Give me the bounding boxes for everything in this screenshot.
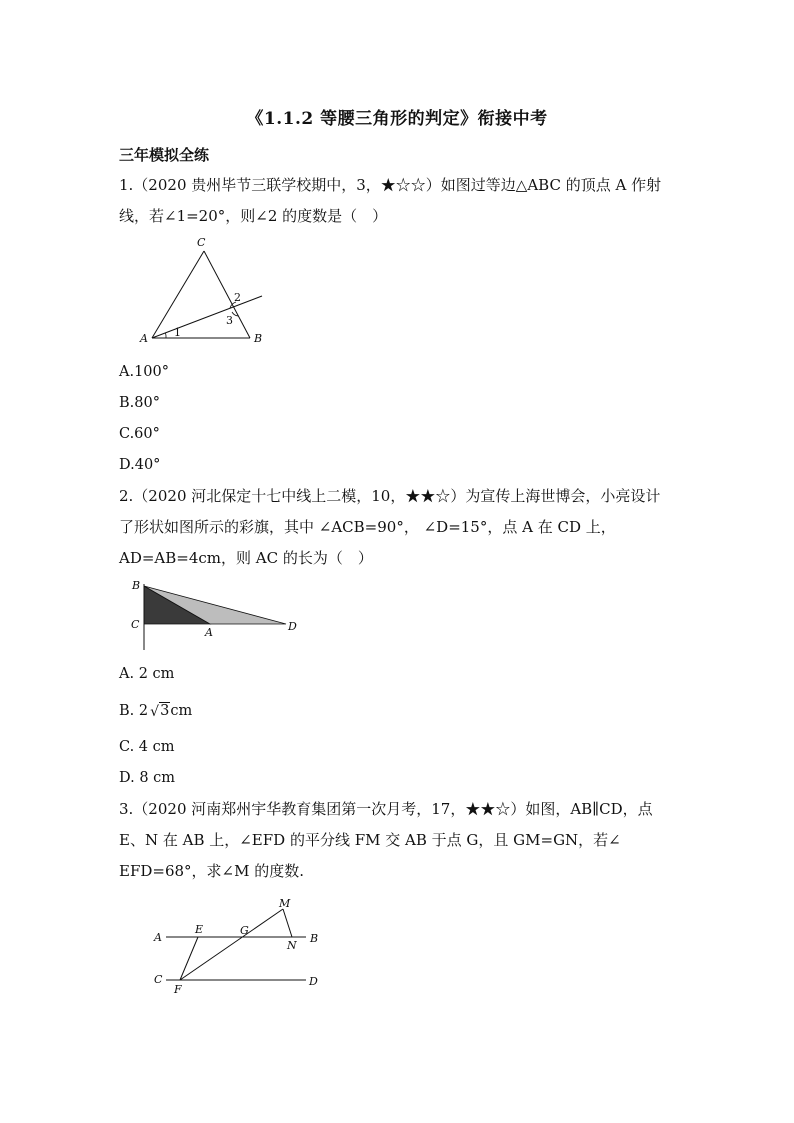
page-title: 《1.1.2 等腰三角形的判定》衔接中考: [246, 109, 548, 129]
segment-fm: [180, 909, 283, 980]
label-a: A: [140, 332, 148, 345]
option-b-unit: cm: [170, 703, 193, 719]
question-1-option-b: B.80°: [119, 395, 160, 411]
option-b-prefix: B. 2: [119, 703, 149, 719]
label-e: E: [195, 923, 204, 936]
label-m: M: [279, 897, 291, 910]
question-2-text: [119, 481, 677, 574]
question-1-option-c: C.60°: [119, 426, 160, 442]
question-1-line-1: 1.（2020 贵州毕节三联学校期中，3，★☆☆）如图过等边△ABC 的顶点 A 作射: [119, 176, 662, 194]
question-2-option-d: D. 8 cm: [119, 770, 176, 786]
label-c: C: [197, 236, 206, 249]
question-1-text: [119, 170, 677, 232]
label-b: B: [132, 579, 141, 592]
label-d: D: [288, 620, 297, 633]
question-2-option-b: [119, 701, 192, 721]
label-g: G: [240, 924, 249, 937]
label-c: C: [154, 973, 163, 986]
question-3-line-3: EFD=68°，求∠M 的度数.: [119, 862, 305, 880]
question-2-line-1: 2.（2020 河北保定十七中线上二模，10，★★☆）为宣传上海世博会，小亮设计: [119, 487, 661, 505]
segment-mn: [283, 909, 292, 937]
section-heading: 三年模拟全练: [119, 146, 210, 164]
label-b: B: [254, 332, 263, 345]
triangle-side-ac: [152, 251, 204, 338]
question-2-option-c: C. 4 cm: [119, 739, 175, 755]
label-angle-2: 2: [234, 291, 241, 304]
label-b: B: [310, 932, 319, 945]
question-2-option-a: A. 2 cm: [119, 666, 175, 682]
angle-1-arc: [166, 333, 167, 338]
sqrt-radicand: 3: [160, 703, 170, 719]
label-d: D: [309, 975, 318, 988]
question-2-figure: [128, 576, 308, 656]
question-3-figure: [146, 896, 331, 996]
question-2-line-3: AD=AB=4cm，则 AC 的长为（ ）: [119, 549, 373, 567]
label-c: C: [131, 618, 140, 631]
question-3-line-1: 3.（2020 河南郑州宇华教育集团第一次月考，17，★★☆）如图，AB∥CD，点: [119, 800, 653, 818]
label-a: A: [154, 931, 162, 944]
label-angle-3: 3: [226, 314, 233, 327]
label-f: F: [174, 983, 182, 996]
question-1-figure: [130, 232, 280, 347]
question-1-line-2: 线，若∠1=20°，则∠2 的度数是（ ）: [119, 207, 388, 225]
question-2-line-2: 了形状如图所示的彩旗，其中 ∠ACB=90°， ∠D=15°，点 A 在 CD 上，: [119, 518, 616, 536]
question-1-option-d: D.40°: [119, 457, 161, 473]
question-1-option-a: A.100°: [119, 364, 170, 380]
label-n: N: [287, 939, 297, 952]
ray-from-a: [152, 296, 262, 338]
question-3-line-2: E、N 在 AB 上，∠EFD 的平分线 FM 交 AB 于点 G，且 GM=GN，若∠: [119, 831, 621, 849]
sqrt-symbol: √ 3: [150, 703, 170, 720]
label-angle-1: 1: [174, 326, 181, 339]
question-3-text: [119, 794, 677, 887]
label-a: A: [205, 626, 213, 639]
